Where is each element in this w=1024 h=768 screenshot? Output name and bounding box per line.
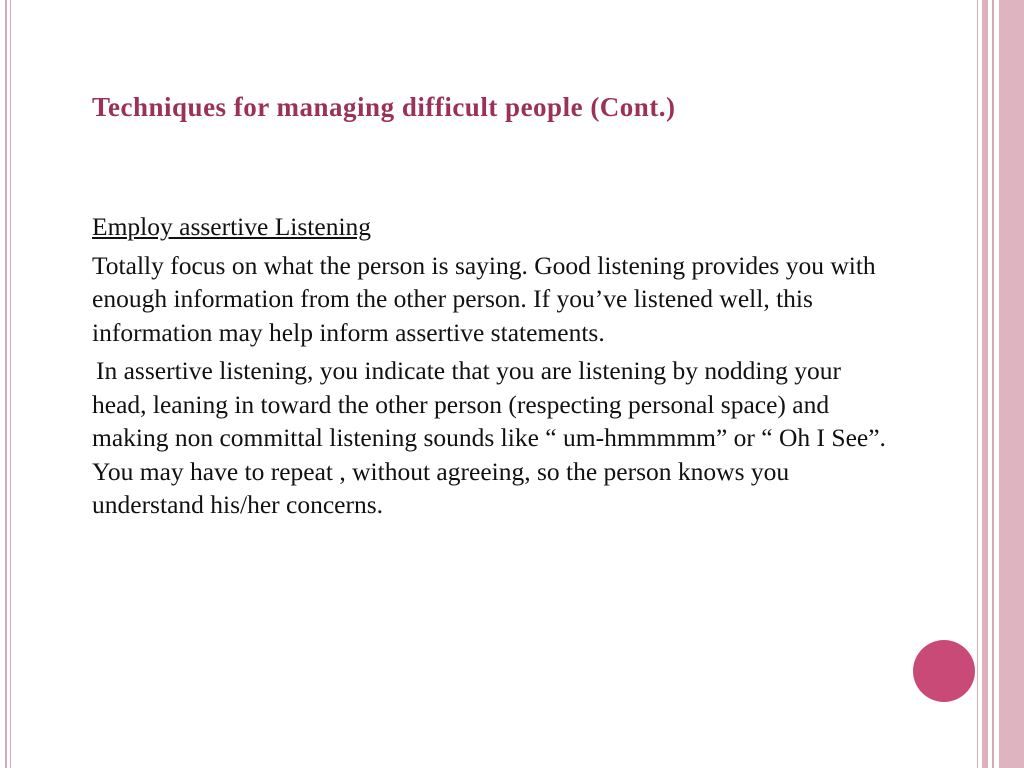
body-paragraph: Totally focus on what the person is saying. Good listening provides you with enough information from the other person. If you’ve listened well, this information may help inform assertive statements. (92, 250, 876, 347)
right-border-band (999, 0, 1024, 768)
slide-body (92, 210, 892, 522)
body-paragraph: In assertive listening, you indicate that you are listening by nodding your head, leaning in toward the other person (respecting personal space) and making non committal listening sounds like “ um-hmmmmm” or “ Oh I See”. You may have to repeat , without agreeing, so the person knows you understand his/her concerns. (92, 356, 886, 519)
section-heading: Employ assertive Listening (92, 212, 372, 241)
decorative-circle (913, 640, 975, 702)
left-border-line (5, 0, 7, 768)
slide-title: Techniques for managing difficult people (Cont.) (92, 92, 676, 122)
right-border-line (977, 0, 978, 768)
right-border-line (992, 0, 994, 768)
right-border-band (982, 0, 988, 768)
left-border-line (10, 0, 11, 768)
